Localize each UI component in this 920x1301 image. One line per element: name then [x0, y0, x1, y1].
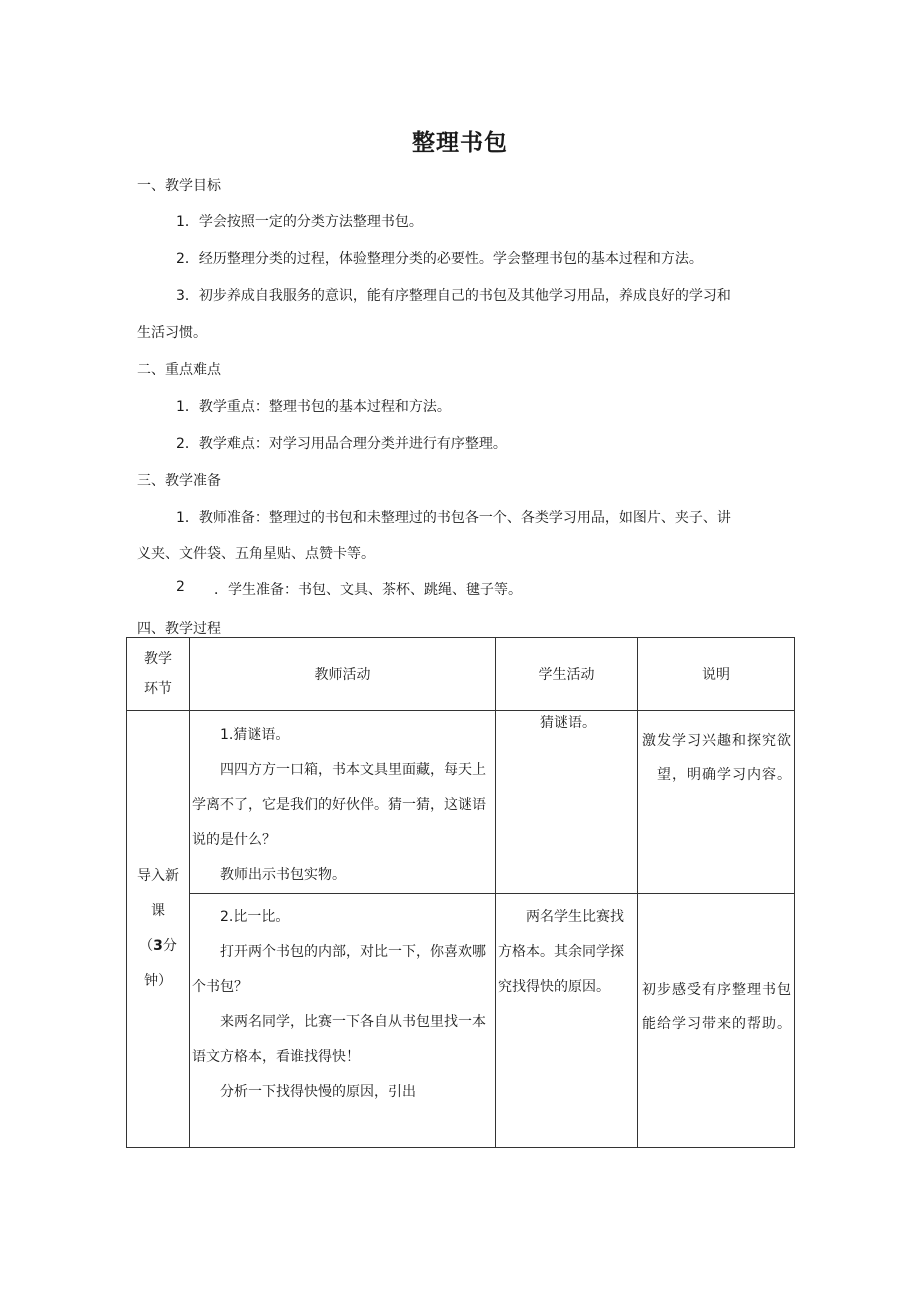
stage-line4: 钟） — [144, 973, 172, 989]
key-point-item-1: 1．教学重点：整理书包的基本过程和方法。 — [176, 399, 451, 415]
objective-item-1: 1．学会按照一定的分类方法整理书包。 — [176, 214, 423, 230]
stage-cell — [127, 711, 190, 1148]
page-title: 整理书包 — [412, 130, 508, 156]
table-row — [127, 711, 795, 894]
lesson-process-table — [126, 637, 795, 1148]
teacher-activity-1-riddle: 四四方方一口箱，书本文具里面藏，每天上学离不了，它是我们的好伙伴。猜一猜，这谜语说的是什么？ — [192, 762, 486, 848]
teacher-activity-1-show: 教师出示书包实物。 — [220, 867, 346, 883]
teacher-activity-2-race: 来两名同学，比赛一下各自从书包里找一本语文方格本，看谁找得快！ — [192, 1014, 486, 1065]
table-header-row — [127, 638, 795, 711]
teacher-activity-cell-2 — [190, 894, 496, 1148]
note-cell-2 — [638, 894, 795, 1148]
stage-line2: 课 — [151, 903, 165, 919]
table-row — [127, 894, 795, 1148]
preparation-item-1-cont: 义夹、文件袋、五角星贴、点赞卡等。 — [137, 546, 375, 562]
preparation-item-2: ．学生准备：书包、文具、茶杯、跳绳、毽子等。 — [214, 582, 522, 598]
header-stage-line2: 环节 — [144, 681, 172, 697]
header-teacher-activity: 教师活动 — [190, 638, 496, 711]
teacher-activity-2-compare: 打开两个书包的内部，对比一下，你喜欢哪个书包？ — [192, 944, 486, 995]
stage-line1: 导入新 — [137, 868, 179, 884]
student-activity-1: 猜谜语。 — [540, 715, 596, 731]
student-activity-2: 两名学生比赛找方格本。其余同学探究找得快的原因。 — [498, 909, 624, 995]
note-cell-1 — [638, 711, 795, 894]
section-heading-preparation: 三、教学准备 — [137, 473, 221, 489]
teacher-activity-cell-1 — [190, 711, 496, 894]
note-2: 初步感受有序整理书包能给学习带来的帮助。 — [642, 982, 792, 1032]
section-heading-process: 四、教学过程 — [137, 621, 221, 637]
teacher-activity-2-analyze: 分析一下找得快慢的原因，引出 — [220, 1084, 416, 1100]
section-heading-key-points: 二、重点难点 — [137, 362, 221, 378]
teacher-activity-2-step: 2.比一比。 — [220, 909, 290, 925]
note-1: 激发学习兴趣和探究欲望，明确学习内容。 — [642, 733, 792, 783]
header-student-activity: 学生活动 — [496, 638, 638, 711]
preparation-item-2-number: 2 — [176, 579, 185, 595]
header-stage — [127, 638, 190, 711]
stage-line3: （3分 — [139, 938, 177, 954]
preparation-item-1: 1．教师准备：整理过的书包和未整理过的书包各一个、各类学习用品，如图片、夹子、讲 — [176, 510, 731, 526]
objective-item-2: 2．经历整理分类的过程，体验整理分类的必要性。学会整理书包的基本过程和方法。 — [176, 251, 703, 267]
teacher-activity-1-step: 1.猜谜语。 — [220, 727, 290, 743]
objective-item-3-cont: 生活习惯。 — [137, 325, 207, 341]
objective-item-3: 3．初步养成自我服务的意识，能有序整理自己的书包及其他学习用品，养成良好的学习和 — [176, 288, 731, 304]
header-stage-line1: 教学 — [144, 651, 172, 667]
header-note: 说明 — [638, 638, 795, 711]
student-activity-cell-2 — [496, 894, 638, 1148]
key-point-item-2: 2．教学难点：对学习用品合理分类并进行有序整理。 — [176, 436, 507, 452]
student-activity-cell-1 — [496, 711, 638, 894]
section-heading-objectives: 一、教学目标 — [137, 178, 221, 194]
